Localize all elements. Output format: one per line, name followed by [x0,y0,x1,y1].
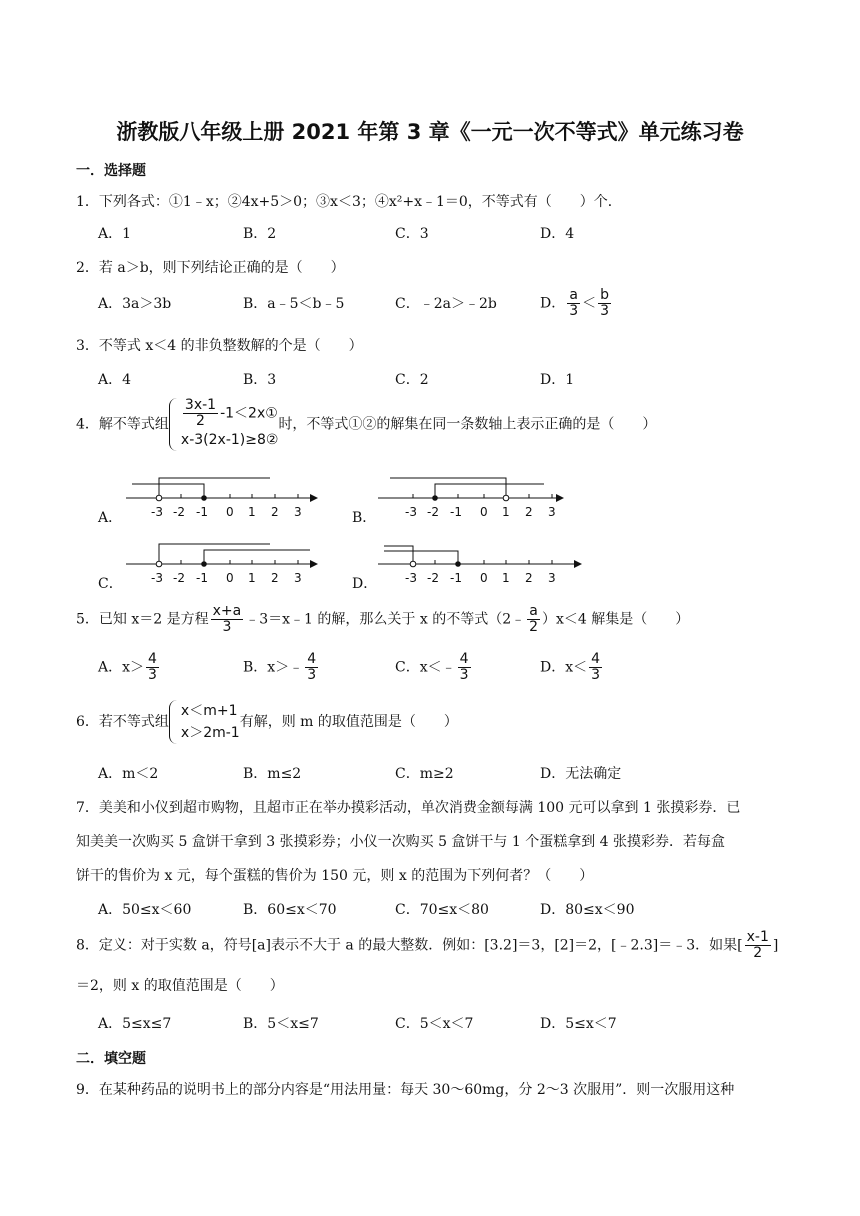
svg-text:2: 2 [525,505,533,519]
q7-option-d: D．80≤x＜90 [540,902,635,918]
svg-text:1: 1 [248,571,256,585]
number-line-b [374,470,574,526]
section-heading-choice: 一．选择题 [76,163,146,179]
svg-text:0: 0 [226,505,234,519]
question-5: 5．已知 x＝2 是方程 $\frac{x+a}{3}$ ﹣3＝x﹣1 的解，那么关于 x 的不等式（2﹣ $\frac{a}{2}$ ）x＜4 解集是（ ） [76,603,690,635]
svg-text:2: 2 [525,571,533,585]
svg-text:-2: -2 [427,571,439,585]
fraction: $\frac{a}{3}$ [569,287,579,319]
tick-labels [151,505,302,519]
q4-option-b-label: B． [352,510,377,526]
number-line-d [374,536,590,592]
fraction: $\frac{b}{3}$ [600,287,610,319]
svg-text:0: 0 [226,571,234,585]
question-2: 2．若 a＞b，则下列结论正确的是（ ） [76,260,345,276]
svg-text:-3: -3 [151,571,163,585]
inequality-system: $\frac{3x-1}{2}$ -1＜2x① x-3(2x-1)≥8② [169,398,279,451]
q3-option-d: D．1 [540,372,575,388]
q5-option-c: C．x＜﹣ $\frac{4}{3}$ [395,651,469,683]
svg-text:-3: -3 [151,505,163,519]
question-3: 3．不等式 x＜4 的非负整数解的个是（ ） [76,338,363,354]
q6-option-a: A．m＜2 [98,766,159,782]
svg-text:-3: -3 [405,571,417,585]
question-8-line-1: 8．定义：对于实数 a，符号[a]表示不大于 a 的最大整数．例如：[3.2]＝3，[2]＝2，[﹣2.3]＝﹣3．如果[ $\frac{x-1}{2}$ ] [76,929,779,961]
question-9: 9．在某种药品的说明书上的部分内容是“用法用量：每天 30～60mg，分 2～3 次服用”．则一次服用这种 [76,1082,735,1098]
svg-text:-1: -1 [196,505,208,519]
question-1: 1．下列各式：①1﹣x；②4x+5＞0；③x＜3；④x²+x﹣1＝0，不等式有（ ）个． [76,194,622,210]
svg-text:1: 1 [502,571,510,585]
svg-text:-1: -1 [196,571,208,585]
q8-option-c: C．5＜x＜7 [395,1016,474,1032]
svg-text:-3: -3 [405,505,417,519]
svg-text:3: 3 [294,571,302,585]
q7-option-a: A．50≤x＜60 [98,902,192,918]
q6-option-b: B．m≤2 [243,766,302,782]
svg-text:-1: -1 [450,505,462,519]
svg-text:0: 0 [480,571,488,585]
svg-text:1: 1 [248,505,256,519]
svg-text:3: 3 [548,505,556,519]
q1-option-b: B．2 [243,226,277,242]
q3-option-c: C．2 [395,372,429,388]
page-title: 浙教版八年级上册 2021 年第 3 章《一元一次不等式》单元练习卷 [116,120,744,144]
svg-text:3: 3 [548,571,556,585]
number-line-a [120,470,320,526]
q4-option-a-label: A． [98,510,123,526]
q4-option-d-label: D． [352,576,378,592]
q3-option-b: B．3 [243,372,277,388]
q1-option-c: C．3 [395,226,429,242]
q8-option-a: A．5≤x≤7 [98,1016,172,1032]
question-8-line-2: ＝2，则 x 的取值范围是（ ） [76,978,284,994]
q2-option-b: B．a﹣5＜b﹣5 [243,296,345,312]
q8-option-b: B．5＜x≤7 [243,1016,319,1032]
svg-text:0: 0 [480,505,488,519]
q2-option-c: C．﹣2a＞﹣2b [395,296,497,312]
section-heading-fill: 二．填空题 [76,1051,146,1067]
svg-text:1: 1 [502,505,510,519]
question-4: 4．解不等式组 $\frac{3x-1}{2}$ -1＜2x① x-3(2x-1)≥8② 时，不等式①②的解集在同一条数轴上表示正确的是（ ） [76,398,788,451]
q7-option-c: C．70≤x＜80 [395,902,489,918]
inequality-system: x＜m+1 x＞2m-1 [169,700,240,744]
number-line-c [120,536,320,592]
svg-text:3: 3 [294,505,302,519]
q6-option-d: D．无法确定 [540,766,622,782]
q8-option-d: D．5≤x＜7 [540,1016,617,1032]
q6-option-c: C．m≥2 [395,766,454,782]
q2-option-d: D． $\frac{a}{3}$ ＜ $\frac{b}{3}$ [540,287,610,319]
svg-text:-2: -2 [427,505,439,519]
svg-text:2: 2 [271,571,279,585]
q3-option-a: A．4 [98,372,132,388]
svg-text:-2: -2 [173,505,185,519]
q1-option-a: A．1 [98,226,132,242]
q5-option-b: B．x＞﹣ $\frac{4}{3}$ [243,651,317,683]
svg-text:2: 2 [271,505,279,519]
q5-option-d: D．x＜ $\frac{4}{3}$ [540,651,601,683]
q2-option-a: A．3a＞3b [98,296,172,312]
question-7-line-2: 知美美一次购买 5 盒饼干拿到 3 张摸彩券；小仪一次购买 5 盒饼干与 1 个蛋糕拿到 4 张摸彩券．若每盒 [76,834,726,850]
svg-text:-2: -2 [173,571,185,585]
q4-option-c-label: C． [98,576,123,592]
question-6: 6．若不等式组 x＜m+1 x＞2m-1 有解，则 m 的取值范围是（ ） [76,700,788,744]
q5-option-a: A．x＞ $\frac{4}{3}$ [98,651,157,683]
question-7-line-1: 7．美美和小仪到超市购物，且超市正在举办摸彩活动，单次消费金额每满 100 元可以拿到 1 张摸彩券．已 [76,800,741,816]
question-7-line-3: 饼干的售价为 x 元，每个蛋糕的售价为 150 元，则 x 的范围为下列何者？（ ） [76,868,594,884]
q7-option-b: B．60≤x＜70 [243,902,337,918]
q1-option-d: D．4 [540,226,575,242]
svg-text:-1: -1 [450,571,462,585]
